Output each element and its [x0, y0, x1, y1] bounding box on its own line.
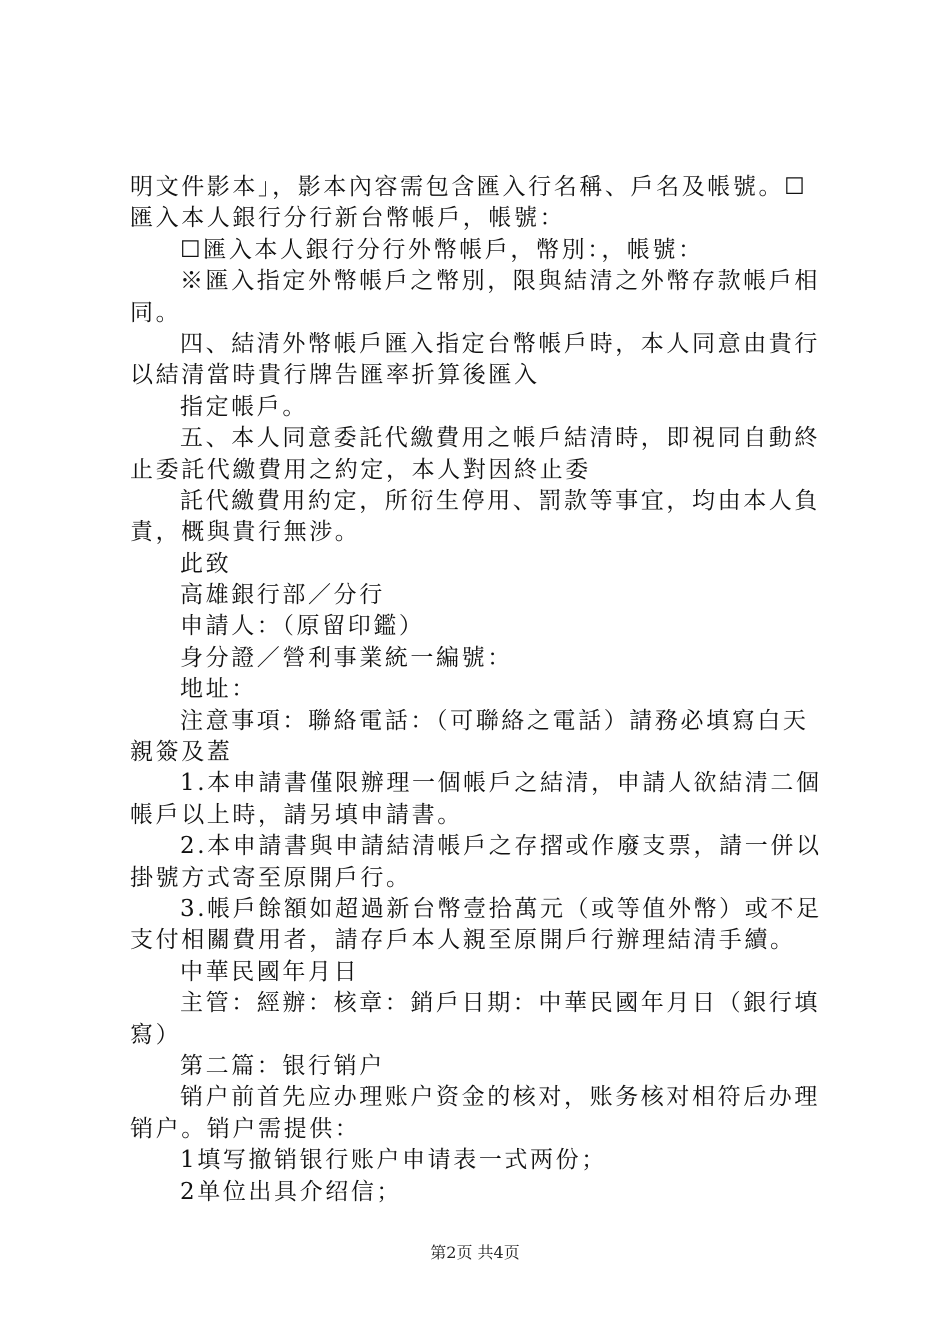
- text-line: 五、本人同意委託代繳費用之帳戶結清時，即視同自動終: [180, 425, 820, 452]
- text-line: 主管：經辦：核章：銷戶日期：中華民國年月日（銀行填: [180, 990, 820, 1017]
- text-line: 四、結清外幣帳戶匯入指定台幣帳戶時，本人同意由貴行: [180, 330, 820, 357]
- text-line: 3.帳戶餘額如超過新台幣壹拾萬元（或等值外幣）或不足: [180, 895, 822, 922]
- text-line: 高雄銀行部／分行: [180, 582, 385, 609]
- text-line: 申請人：（原留印鑑）: [180, 613, 425, 640]
- text-line: 親簽及蓋: [130, 739, 233, 766]
- text-line: 身分證／營利事業統一編號：: [180, 644, 513, 671]
- text-line: 销户。销户需提供：: [130, 1115, 361, 1142]
- text-line: 注意事項：聯絡電話：（可聯絡之電話）請務必填寫白天: [180, 707, 809, 734]
- page-footer: 第2页 共4页: [430, 1243, 520, 1262]
- text-line: 寫）: [130, 1021, 182, 1048]
- text-line: 销户前首先应办理账户资金的核对，账务核对相符后办理: [180, 1084, 820, 1111]
- text-line: 託代繳費用約定，所衍生停用、罰款等事宜，均由本人負: [180, 487, 820, 514]
- text-line: 1.本申請書僅限辦理一個帳戶之結清，申請人欲結清二個: [180, 770, 822, 797]
- text-line: 以結清當時貴行牌告匯率折算後匯入: [130, 362, 540, 389]
- text-line: 1填写撤销银行账户申请表一式两份；: [180, 1147, 607, 1174]
- text-line: 第二篇：银行销户: [180, 1052, 385, 1079]
- text-line: ☐匯入本人銀行分行外幣帳戶，幣別：，帳號：: [180, 236, 704, 263]
- text-line: 地址：: [180, 676, 257, 703]
- document-body: [130, 172, 835, 1208]
- text-line: 指定帳戶。: [180, 393, 308, 420]
- text-line: 2.本申請書與申請結清帳戶之存摺或作廢支票，請一併以: [180, 833, 822, 860]
- text-line: 2单位出具介绍信；: [180, 1178, 403, 1205]
- text-line: 匯入本人銀行分行新台幣帳戶，帳號：: [130, 205, 566, 232]
- text-line: 掛號方式寄至原開戶行。: [130, 864, 412, 891]
- text-line: 支付相關費用者，請存戶本人親至原開戶行辦理結清手續。: [130, 927, 796, 954]
- text-line: 帳戶以上時，請另填申請書。: [130, 801, 463, 828]
- text-line: 同。: [130, 299, 182, 326]
- text-line: 止委託代繳費用之約定，本人對因終止委: [130, 456, 591, 483]
- text-line: 責，概與貴行無涉。: [130, 519, 361, 546]
- text-line: 此致: [180, 550, 232, 577]
- text-line: ※匯入指定外幣帳戶之幣別，限與結清之外幣存款帳戶相: [180, 268, 820, 295]
- text-line: 明文件影本」，影本內容需包含匯入行名稱、戶名及帳號。☐: [130, 174, 808, 200]
- text-line: 中華民國年月日: [180, 958, 360, 985]
